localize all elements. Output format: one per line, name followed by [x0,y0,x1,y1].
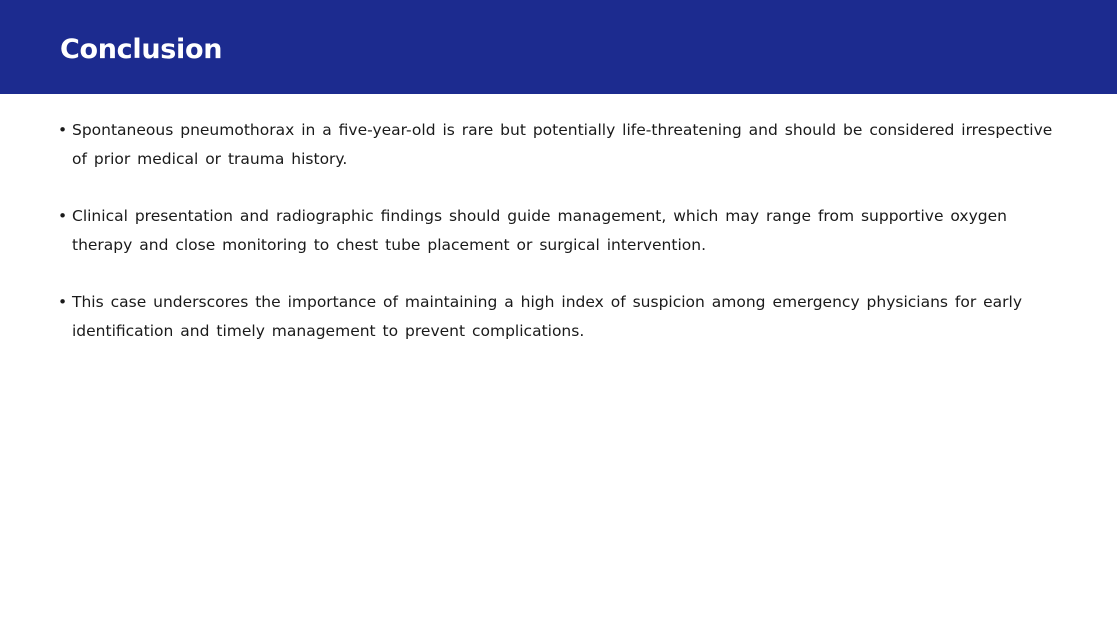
bullet-item [58,202,1058,259]
bullet-list [58,116,1058,374]
bullet-text: Clinical presentation and radiographic findings should guide management, which may range from supportive oxygen therapy and close monitoring to chest tube placement or surgical intervention. [72,207,1007,254]
bullet-item [58,288,1058,345]
bullet-dot-icon: • [58,207,68,225]
bullet-dot-icon: • [58,121,68,139]
title-banner [0,0,1117,94]
bullet-text: This case underscores the importance of maintaining a high index of suspicion among emergency physicians for early identification and timely management to prevent complications. [72,293,1023,340]
slide-title: Conclusion [60,34,223,65]
bullet-item [58,116,1058,173]
bullet-text: Spontaneous pneumothorax in a five-year-old is rare but potentially life-threatening and should be considered irrespective of prior medical or trauma history. [72,121,1053,168]
bullet-dot-icon: • [58,293,68,311]
